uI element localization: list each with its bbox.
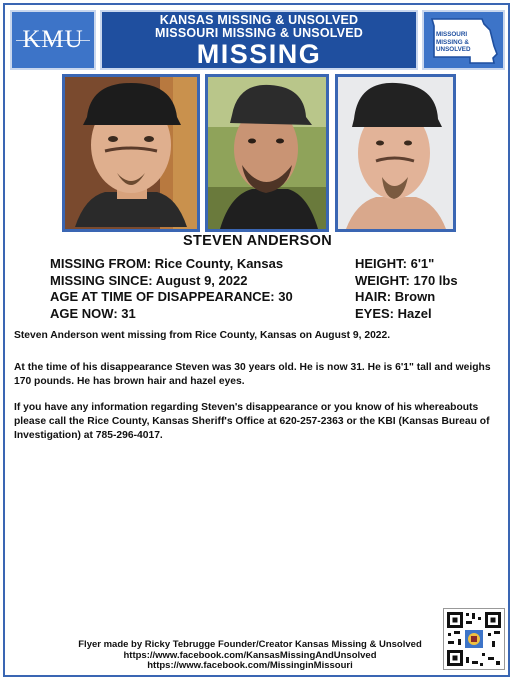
banner-line-missouri: MISSOURI MISSING & UNSOLVED bbox=[155, 26, 363, 40]
photo-2 bbox=[205, 74, 329, 232]
qr-code-icon[interactable] bbox=[443, 608, 505, 670]
missouri-state-outline bbox=[430, 16, 496, 64]
photo-1 bbox=[62, 74, 200, 232]
kmu-logo-text: KMU bbox=[22, 26, 84, 53]
mo-logo-line: MISSOURI bbox=[436, 31, 468, 38]
facts-right bbox=[355, 256, 458, 322]
mo-logo-line: MISSING & bbox=[436, 38, 469, 46]
weight: WEIGHT: 170 lbs bbox=[355, 272, 458, 288]
header bbox=[10, 10, 505, 70]
flyer-credit: Flyer made by Ricky Tebrugge Founder/Creator Kansas Missing & Unsolved bbox=[78, 639, 422, 650]
summary-paragraph: Steven Anderson went missing from Rice County, Kansas on August 9, 2022. bbox=[14, 330, 391, 341]
banner bbox=[100, 10, 418, 70]
missouri-logo-text bbox=[436, 31, 486, 54]
eyes: EYES: Hazel bbox=[355, 305, 432, 321]
age-now: AGE NOW: 31 bbox=[50, 305, 136, 321]
banner-title: MISSING bbox=[196, 39, 322, 69]
mo-logo-line: UNSOLVED bbox=[436, 46, 471, 53]
contact-paragraph: If you have any information regarding Steven's disappearance or you know of his whereabouts please call the Rice County, Kansas Sheriff's Office at 620-257-2363 or the KBI (Kansas Bureau of Investigation) at 785-296-4017. bbox=[14, 402, 490, 441]
height: HEIGHT: 6'1" bbox=[355, 256, 435, 271]
footer bbox=[20, 640, 480, 672]
description-paragraph: At the time of his disappearance Steven was 30 years old. He is now 31. He is 6'1" tall and weighs 170 pounds. He has brown hair and hazel eyes. bbox=[14, 362, 491, 387]
missing-from: MISSING FROM: Rice County, Kansas bbox=[50, 256, 284, 271]
photo-3 bbox=[335, 74, 456, 232]
missing-person-name: STEVEN ANDERSON bbox=[183, 233, 332, 249]
kmu-logo bbox=[10, 10, 96, 70]
banner-line-kansas: KANSAS MISSING & UNSOLVED bbox=[159, 13, 359, 27]
missouri-logo bbox=[422, 10, 505, 70]
age-at-disappearance: AGE AT TIME OF DISAPPEARANCE: 30 bbox=[50, 289, 293, 304]
hair: HAIR: Brown bbox=[355, 289, 436, 304]
facts-left bbox=[50, 256, 293, 322]
missing-since: MISSING SINCE: August 9, 2022 bbox=[50, 272, 248, 288]
facebook-link-missouri[interactable]: https://www.facebook.com/MissinginMissouri bbox=[147, 660, 353, 671]
facebook-link-kansas[interactable]: https://www.facebook.com/KansasMissingAndUnsolved bbox=[123, 649, 377, 661]
